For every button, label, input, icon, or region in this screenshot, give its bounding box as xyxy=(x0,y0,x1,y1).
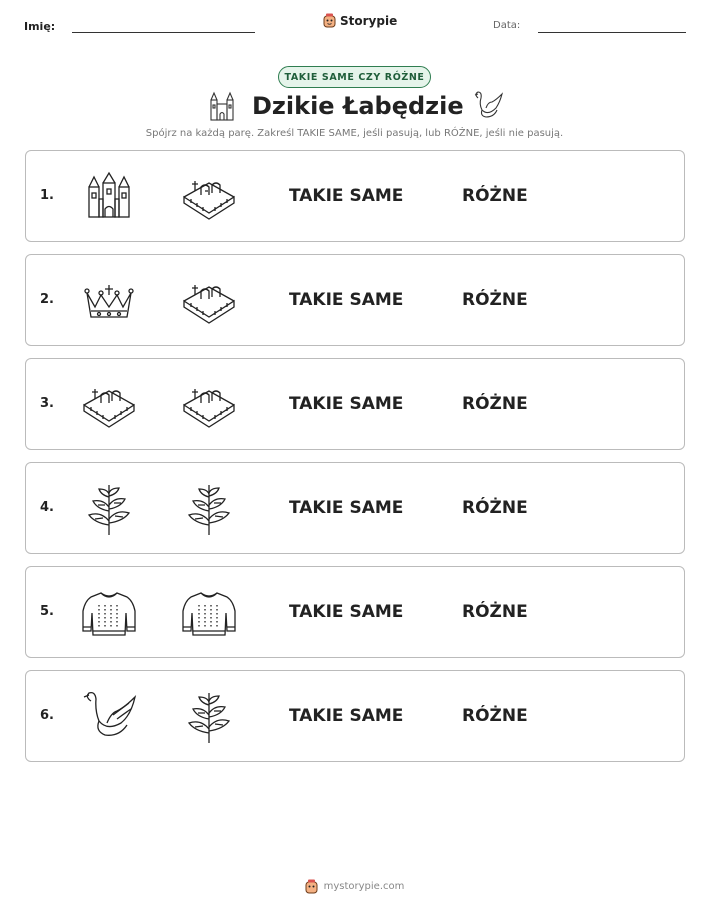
graveyard-icon xyxy=(181,377,237,433)
footer xyxy=(0,879,709,894)
castle-icon xyxy=(81,169,137,225)
sweater-icon xyxy=(181,585,237,641)
different-option[interactable]: RÓŻNE xyxy=(462,290,528,310)
graveyard-icon xyxy=(181,169,237,225)
nettle-icon xyxy=(181,481,237,537)
date-label: Data: xyxy=(493,20,521,31)
instructions: Spójrz na każdą parę. Zakreśl TAKIE SAME, jeśli pasują, lub RÓŻNE, jeśli nie pasują. xyxy=(145,128,564,139)
storypie-mascot-icon xyxy=(323,13,336,28)
graveyard-icon xyxy=(181,273,237,329)
same-option[interactable]: TAKIE SAME xyxy=(289,290,404,310)
different-option[interactable]: RÓŻNE xyxy=(462,394,528,414)
nettle-icon xyxy=(81,481,137,537)
brand-name: Storypie xyxy=(340,13,398,28)
storypie-mascot-icon xyxy=(305,879,318,894)
castle-icon xyxy=(208,90,236,122)
title-row xyxy=(0,90,709,128)
different-option[interactable]: RÓŻNE xyxy=(462,186,528,206)
same-option[interactable]: TAKIE SAME xyxy=(289,498,404,518)
worksheet-type-badge: TAKIE SAME CZY RÓŻNE xyxy=(278,66,431,88)
sweater-icon xyxy=(81,585,137,641)
footer-url[interactable]: mystorypie.com xyxy=(323,881,405,892)
row-number: 6. xyxy=(40,708,54,723)
same-option[interactable]: TAKIE SAME xyxy=(289,186,404,206)
exercise-row xyxy=(25,358,685,450)
swan-icon xyxy=(81,689,137,745)
different-option[interactable]: RÓŻNE xyxy=(462,706,528,726)
nettle-icon xyxy=(181,689,237,745)
row-number: 1. xyxy=(40,188,54,203)
date-field[interactable] xyxy=(538,32,686,33)
different-option[interactable]: RÓŻNE xyxy=(462,498,528,518)
same-option[interactable]: TAKIE SAME xyxy=(289,602,404,622)
exercise-row xyxy=(25,670,685,762)
row-number: 2. xyxy=(40,292,54,307)
swan-icon xyxy=(470,90,504,122)
same-option[interactable]: TAKIE SAME xyxy=(289,706,404,726)
exercise-row xyxy=(25,254,685,346)
same-option[interactable]: TAKIE SAME xyxy=(289,394,404,414)
name-field[interactable] xyxy=(72,32,255,33)
crown-icon xyxy=(81,273,137,329)
row-number: 4. xyxy=(40,500,54,515)
brand-logo xyxy=(323,13,397,28)
exercise-row xyxy=(25,566,685,658)
page-title: Dzikie Łabędzie xyxy=(252,92,464,120)
exercise-row xyxy=(25,462,685,554)
name-label: Imię: xyxy=(24,20,56,33)
row-number: 3. xyxy=(40,396,54,411)
graveyard-icon xyxy=(81,377,137,433)
exercise-row xyxy=(25,150,685,242)
different-option[interactable]: RÓŻNE xyxy=(462,602,528,622)
row-number: 5. xyxy=(40,604,54,619)
